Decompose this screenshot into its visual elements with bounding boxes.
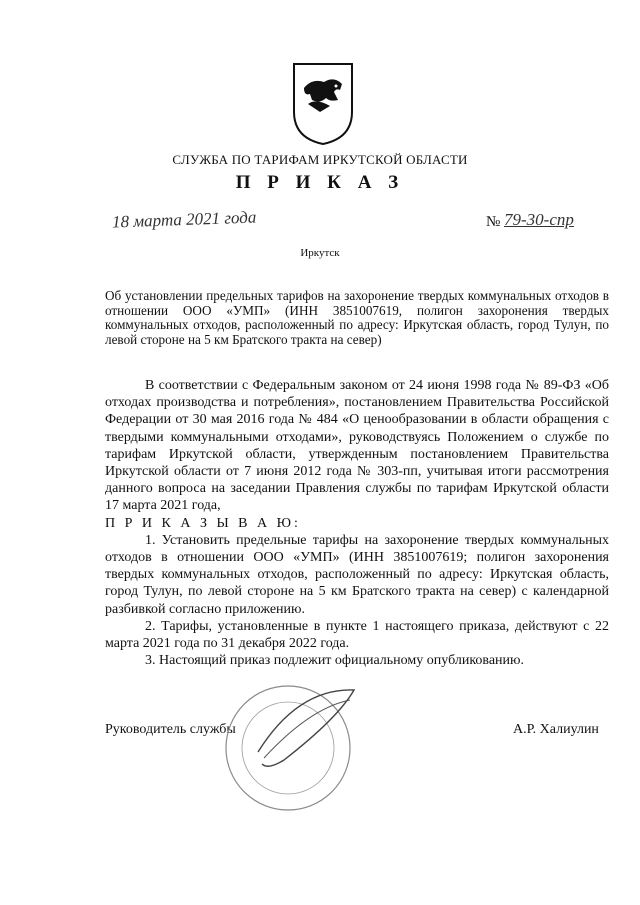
order-word: П Р И К А З Ы В А Ю: bbox=[105, 515, 301, 531]
signatory-position: Руководитель службы bbox=[105, 722, 236, 737]
stamp-icon bbox=[218, 678, 358, 818]
handwritten-date: 18 марта 2021 года bbox=[111, 207, 257, 232]
coat-of-arms-icon bbox=[290, 60, 356, 146]
order-subject: Об установлении предельных тарифов на захоронение твердых коммунальных отходов в отношении ООО «УМП» (ИНН 3851007619, полигон захоронения твердых коммунальных отходов, расположенный по адресу: Иркутская область, город Тулун, по левой стороне на 5 км Братского тракта на север) bbox=[105, 288, 609, 347]
preamble-paragraph: В соответствии с Федеральным законом от 24 июня 1998 года № 89-ФЗ «Об отходах производства и потребления», постановлением Правительства Российской Федерации от 30 мая 2016 года № 484 «О ценообразовании в области обращения с твердыми коммунальными отходами», руководствуясь Положением о службе по тарифам Иркутской области, утвержденным постановлением Правительства Иркутской области от 7 июня 2012 года № 303-пп, учитывая итоги рассмотрения данного вопроса на заседании Правления службы по тарифам Иркутской области 17 марта 2021 года, bbox=[105, 378, 609, 514]
order-item-3: 3. Настоящий приказ подлежит официальному опубликованию. bbox=[145, 653, 524, 669]
signatory-name: А.Р. Халиулин bbox=[513, 722, 599, 737]
order-body bbox=[105, 377, 609, 669]
agency-name: СЛУЖБА ПО ТАРИФАМ ИРКУТСКОЙ ОБЛАСТИ bbox=[172, 152, 468, 167]
city-name: Иркутск bbox=[300, 247, 340, 259]
order-item-1: 1. Установить предельные тарифы на захоронение твердых коммунальных отходов в отношении ООО «УМП» (ИНН 3851007619; полигон захоронения твердых коммунальных отходов, расположенный по адресу: Иркутская область, город Тулун, по левой стороне на 5 км Братского тракта на север) с календарной разбивкой согласно приложению. bbox=[105, 532, 609, 617]
number-label: № bbox=[486, 214, 501, 230]
document-title: П Р И К А З bbox=[235, 172, 405, 193]
handwritten-number: 79-30-спр bbox=[504, 210, 574, 229]
order-item-2: 2. Тарифы, установленные в пункте 1 настоящего приказа, действуют с 22 марта 2021 года по 31 декабря 2022 года. bbox=[105, 618, 609, 652]
